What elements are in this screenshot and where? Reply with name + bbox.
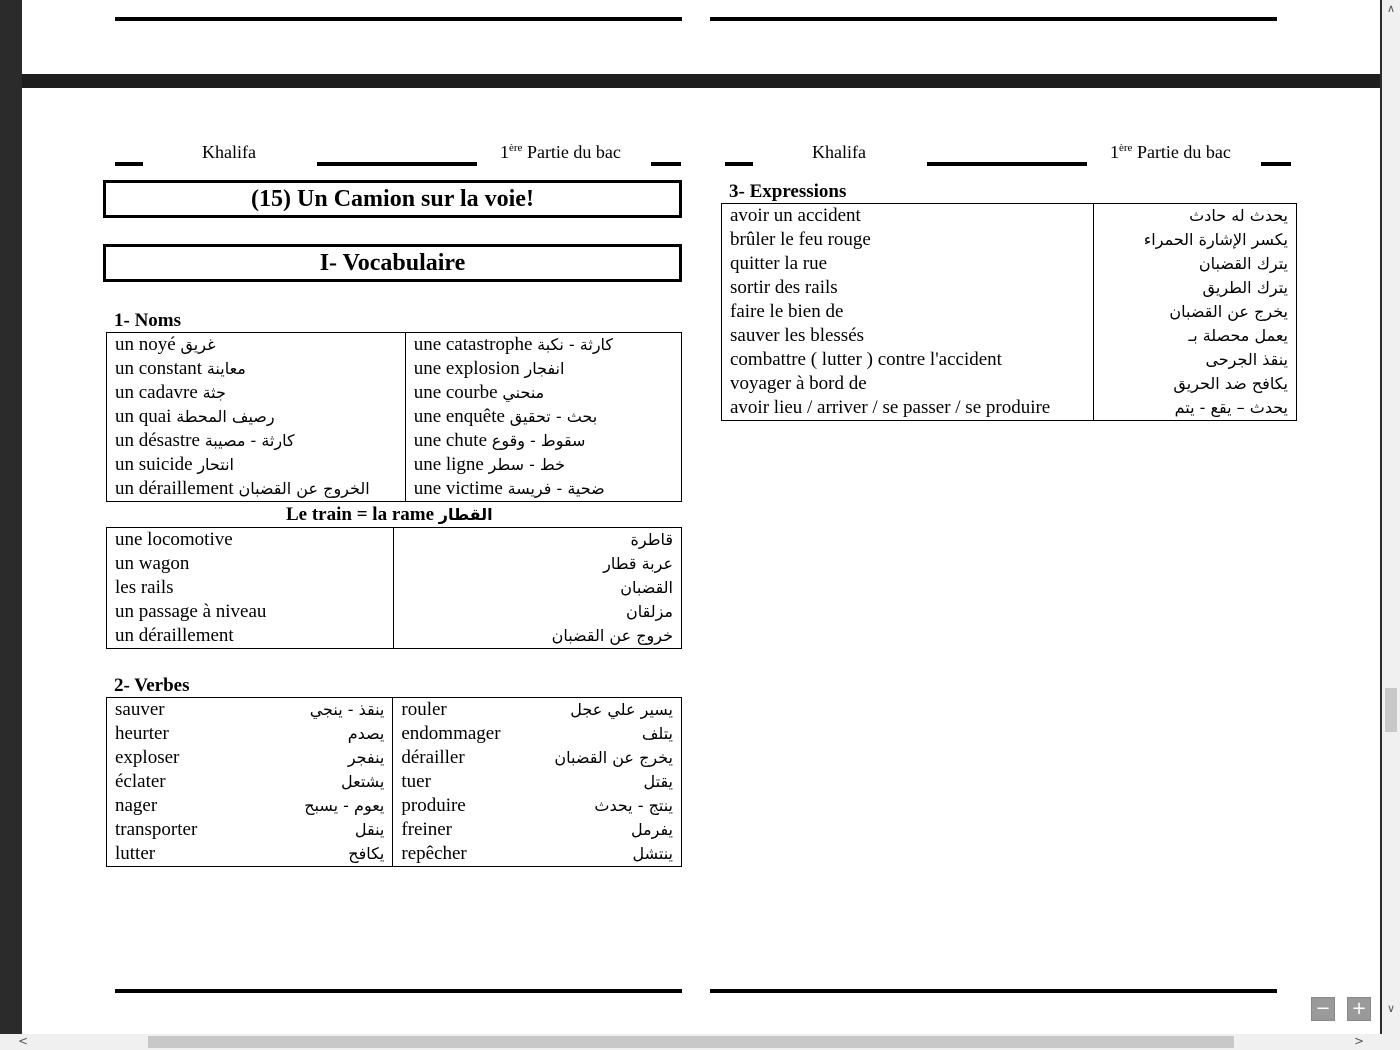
- zoom-out-button[interactable]: −: [1311, 997, 1335, 1021]
- header-rule: [725, 162, 753, 166]
- table-row: un passage à niveau مزلقان: [107, 600, 682, 624]
- horizontal-scrollbar[interactable]: [0, 1034, 1382, 1050]
- header-rule: [115, 162, 143, 166]
- table-row: voyager à bord de يكافح ضد الحريق: [722, 372, 1297, 396]
- table-row: un déraillement الخروج عن القضبان une victime ضحية - فريسة: [107, 477, 682, 502]
- zoom-in-button[interactable]: +: [1347, 997, 1371, 1021]
- scroll-down-icon[interactable]: ∨: [1386, 1002, 1396, 1015]
- noms-heading: 1- Noms: [114, 310, 182, 331]
- table-row: une locomotive قاطرة: [107, 528, 682, 553]
- table-row: un quai رصيف المحطة une enquête بحث - تحقيق: [107, 405, 682, 429]
- scroll-left-icon[interactable]: <: [18, 1034, 29, 1048]
- footer-rule-right: [710, 989, 1277, 993]
- document-page: [22, 88, 1380, 1034]
- table-row: transporter ينقل freiner يفرمل: [107, 818, 682, 842]
- header-rule: [927, 162, 1087, 166]
- train-table: [106, 527, 682, 649]
- footer-rule-left: [115, 989, 682, 993]
- header-rule: [1261, 162, 1291, 166]
- table-row: sauver les blessés يعمل محصلة بـ: [722, 324, 1297, 348]
- table-row: un constant معاينة une explosion انفجار: [107, 357, 682, 381]
- verbes-heading: 2- Verbes: [114, 675, 190, 696]
- table-row: un wagon عربة قطار: [107, 552, 682, 576]
- table-row: quitter la rue يترك القضبان: [722, 252, 1297, 276]
- verbes-table: [106, 697, 682, 867]
- table-row: heurter يصدم endommager يتلف: [107, 722, 682, 746]
- header-author-left: Khalifa: [202, 142, 256, 162]
- table-row: nager يعوم - يسبح produire ينتج - يحدث: [107, 794, 682, 818]
- header-rule: [651, 162, 681, 166]
- scroll-right-icon[interactable]: >: [1354, 1034, 1365, 1048]
- table-row: un cadavre جثة une courbe منحني: [107, 381, 682, 405]
- table-row: avoir lieu / arriver / se passer / se produire يحدث – يقع - يتم: [722, 396, 1297, 421]
- vertical-scrollbar[interactable]: [1382, 0, 1400, 1050]
- noms-table: [106, 332, 682, 502]
- table-row: faire le bien de يخرج عن القضبان: [722, 300, 1297, 324]
- footer-rule-left: [115, 17, 682, 21]
- expressions-table: [721, 203, 1297, 421]
- train-heading: Le train = la rame القطار: [286, 504, 493, 525]
- table-row: combattre ( lutter ) contre l'accident ينقذ الجرحى: [722, 348, 1297, 372]
- table-row: un désastre كارثة - مصيبة une chute سقوط - وقوع: [107, 429, 682, 453]
- table-row: les rails القضبان: [107, 576, 682, 600]
- table-row: lutter يكافح repêcher ينتشل: [107, 842, 682, 867]
- lesson-title: (15) Un Camion sur la voie!: [103, 180, 682, 218]
- table-row: un suicide انتحار une ligne خط - سطر: [107, 453, 682, 477]
- footer-rule-right: [710, 17, 1277, 21]
- header-part-left: 1ère Partie du bac: [500, 142, 621, 162]
- expressions-heading: 3- Expressions: [729, 181, 847, 202]
- previous-page: [22, 0, 1380, 74]
- header-part-right: 1ère Partie du bac: [1110, 142, 1231, 162]
- header-rule: [317, 162, 477, 166]
- table-row: avoir un accident يحدث له حادث: [722, 204, 1297, 229]
- scroll-up-icon[interactable]: ∧: [1386, 2, 1396, 15]
- table-row: sortir des rails يترك الطريق: [722, 276, 1297, 300]
- vertical-scroll-thumb[interactable]: [1385, 688, 1397, 732]
- table-row: éclater يشتعل tuer يقتل: [107, 770, 682, 794]
- table-row: sauver ينقذ - ينجي rouler يسير علي عجل: [107, 698, 682, 723]
- header-author-right: Khalifa: [812, 142, 866, 162]
- section-title: I- Vocabulaire: [103, 244, 682, 282]
- table-row: brûler le feu rouge يكسر الإشارة الحمراء: [722, 228, 1297, 252]
- horizontal-scroll-thumb[interactable]: [148, 1036, 1234, 1048]
- table-row: un noyé غريق une catastrophe كارثة - نكبة: [107, 333, 682, 358]
- table-row: exploser ينفجر dérailler يخرج عن القضبان: [107, 746, 682, 770]
- page-gap: [22, 74, 1380, 88]
- table-row: un déraillement خروج عن القضبان: [107, 624, 682, 649]
